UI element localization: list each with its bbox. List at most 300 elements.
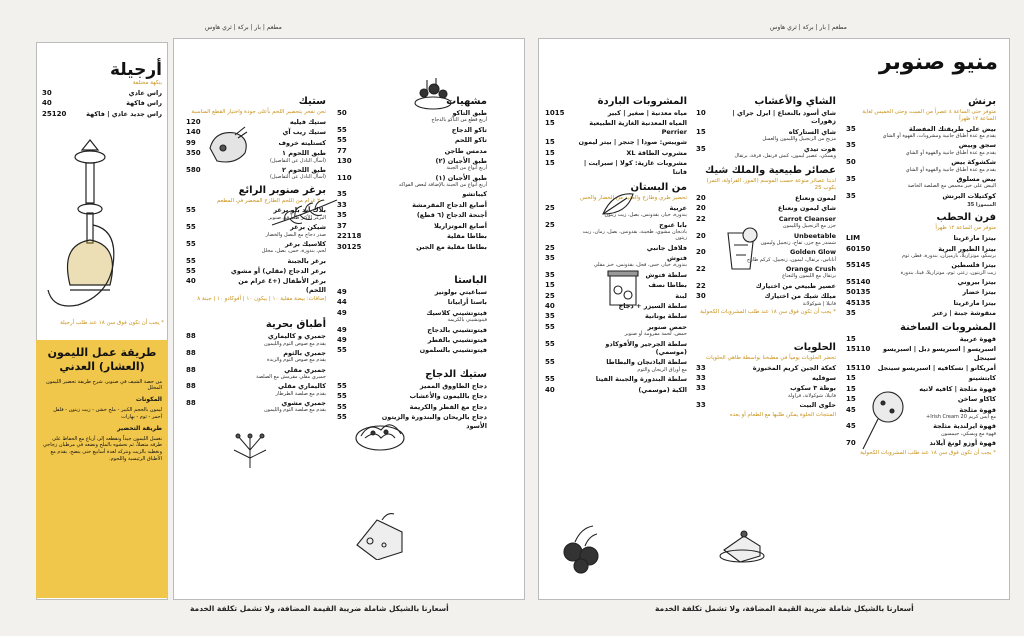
menu-item — [846, 125, 996, 140]
menu-item-price: 33 — [696, 373, 706, 382]
menu-item-price: 55 — [337, 413, 347, 422]
menu-item-price: 55 — [186, 223, 196, 232]
menu-item-name: مياه معدنية | صغير | كبير — [607, 109, 687, 117]
menu-item-price: 55 — [186, 206, 196, 215]
menu-item-price: 49 — [337, 325, 347, 334]
menu-item-price: 55 — [337, 392, 347, 401]
juices-note: لدينا عصائر منوعة حسب الموسم (الموز، الفراولة، التمر) بكوب 25 — [706, 178, 836, 192]
menu-item-name: أجنحة الدجاج (٦ قطع) — [416, 211, 487, 220]
menu-item — [337, 288, 487, 296]
menu-item-price: 15 — [846, 374, 856, 383]
menu-item — [846, 299, 996, 307]
menu-item — [696, 215, 836, 230]
menu-item — [337, 336, 487, 344]
menu-item-price: 25 — [545, 291, 555, 300]
oven-title: فرن الحطب — [936, 212, 996, 224]
menu-item — [42, 89, 162, 97]
menu-item-price: 35 — [696, 144, 706, 153]
menu-item-price: 33 — [696, 363, 706, 372]
menu-item — [186, 240, 326, 255]
menu-item-price: 25 — [545, 220, 555, 229]
hookah-footnote: * يجب أن تكون فوق سن ١٨ عند طلب أرجيلة — [60, 320, 164, 326]
hookah-section — [42, 60, 162, 120]
menu-item — [846, 345, 996, 362]
menu-item-name: جمبري مشوي — [281, 398, 326, 407]
menu-item-description: البيض على خبز محمص مع الصلصة الخاصة — [907, 183, 996, 190]
menu-item-price: 15 — [545, 159, 555, 168]
menu-item — [545, 312, 687, 320]
menu-item — [186, 382, 326, 397]
menu-item-description: باذنجان مشوي، طحينة، بقدونس، بصل، رمان، زيت زيتون — [582, 229, 687, 242]
menu-item-price: 110 — [337, 173, 352, 182]
menu-item — [696, 145, 836, 160]
menu-item-price: LIM — [846, 234, 861, 243]
lemon-panel-ingredients-title: المكونات — [135, 396, 162, 404]
menu-item-description: برتقال مع الليمون والنعناع — [782, 273, 836, 280]
menu-item-name: سلطة البندورة والجبنة الفيتا — [595, 375, 687, 384]
menu-item — [696, 384, 836, 399]
menu-item-name: بيتزا خضار — [962, 288, 996, 297]
menu-item — [545, 221, 687, 242]
brunch-title: برنش — [968, 96, 996, 107]
menu-item — [545, 244, 687, 252]
menu-item — [42, 110, 162, 118]
menu-item-name: سلطة الباذنجان والبطاطا — [606, 358, 687, 367]
hookah-note: بنكهة مختلفة — [132, 80, 162, 86]
cold-drinks-title: المشروبات الباردة — [597, 96, 687, 107]
menu-item-name: أصابع الموتزاريلا — [433, 221, 487, 230]
menu-item-name: بابا غنوج — [659, 220, 687, 229]
menu-item-price: 45 — [846, 405, 856, 414]
menu-item — [696, 204, 836, 212]
menu-item-name: عربية — [669, 203, 687, 212]
menu-item-description: يقدم مع عدة أطباق جانبية والقهوة أو الشاي — [905, 166, 996, 173]
menu-item-description: فانيلا، شوكولاتة، فراولة — [787, 392, 836, 399]
menu-item-name: بلاك آند بلو برغر — [273, 206, 326, 215]
menu-item-name: أصابع الدجاج المقرمشة — [412, 200, 487, 209]
menu-item-name: برغر بالجبنة — [287, 256, 326, 265]
menu-item — [186, 399, 326, 414]
menu-item-name: كابتشينو — [968, 374, 996, 383]
menu-item-description: (أسأل النادل عن التفاصيل) — [269, 157, 326, 164]
menu-item-price: 70 — [846, 439, 856, 448]
menu-item — [186, 349, 326, 364]
menu-item-name: برغر الدجاج (مقلي) أو مشوي — [230, 266, 326, 275]
menu-item-name: بيض على طريقتك المفضلة — [908, 124, 996, 133]
menu-item-description: لحم، بندورة، خس، بصل، مخلل — [261, 248, 326, 255]
menu-item — [696, 248, 836, 263]
menu-item — [337, 190, 487, 198]
menu-item-name: راس عادي — [128, 88, 162, 97]
menu-title: منيو صنوبر — [878, 50, 998, 75]
juices-title: عصائر طبيعية والملك شيك — [705, 165, 836, 177]
menu-item — [186, 257, 326, 265]
menu-item-name: بيتزا مارغريتا — [953, 298, 996, 307]
menu-item-description: أربع أنواع من الجبنة بالإضافة لبعض الفواكه — [398, 182, 487, 189]
menu-item-price: 15 — [545, 148, 555, 157]
menu-item — [846, 309, 996, 317]
menu-item-description: حمص، لحمة مفرومة أو صنوبر — [624, 331, 687, 338]
menu-item-price: 40 — [545, 302, 555, 310]
menu-item — [696, 128, 836, 143]
menu-item — [696, 374, 836, 382]
menu-item-price: 22 — [696, 264, 706, 273]
garden-note: تحضير طري وطازج والعديد من الخضار والخس — [580, 195, 687, 202]
menu-item — [846, 175, 996, 190]
menu-item-name: كاكاو ساخن — [957, 395, 996, 404]
menu-item-name: الكبة (موسمي) — [638, 385, 687, 394]
hot-drinks-title: المشروبات الساخنة — [899, 321, 996, 333]
menu-item-price: 22118 — [337, 232, 362, 241]
menu-item-name: ستيك ريب آي — [282, 128, 326, 137]
menu-item-description: أناناس، برتقال، ليمون، زنجبيل، كركم طازج — [747, 256, 836, 263]
menu-item-description: برسكو، موتزاريلا، بارميزان، بندورة، فطر، ثوم — [902, 252, 996, 259]
menu-item-price: 20 — [696, 231, 706, 240]
menu-item-price: 55 — [337, 402, 347, 411]
menu-item-name: فتوش — [667, 254, 687, 262]
menu-item-price: 35 — [846, 174, 856, 183]
tea-items — [696, 109, 836, 159]
menu-item-name: قهوة مثلجة — [959, 405, 996, 414]
lemon-recipe-panel — [36, 340, 168, 598]
lavender-sketch-icon — [225, 430, 275, 470]
menu-item-name: كستليته خروف — [278, 138, 326, 147]
menu-item-description: (أسأل النادل عن التفاصيل) — [269, 174, 326, 181]
lemon-panel-method-title: طريقة التحضير — [117, 424, 162, 432]
hot-drinks-note: * يجب أن تكون فوق سن ١٨ عند طلب المشروبات الكحولية — [860, 449, 996, 456]
menu-item-price: 55 — [337, 125, 347, 134]
menu-item-name: منقوشة جبنة | زعتر — [932, 309, 996, 318]
menu-item-price: 350 — [186, 149, 201, 158]
menu-item-name: مشروبات غازية: كولا | سبرايت | فانتا — [583, 159, 687, 176]
menu-item — [846, 335, 996, 343]
hookah-title: أرجيلة — [109, 60, 162, 80]
menu-item — [186, 277, 326, 294]
menu-item-price: 15 — [545, 119, 555, 128]
menu-item-name: طبق التاكو — [452, 109, 487, 117]
menu-item-name: شيكن برغر — [290, 223, 326, 232]
menu-item — [337, 157, 487, 172]
menu-item-description: شمندر مع جزر، تفاح، زنجبيل وليمون — [760, 240, 836, 246]
menu-item-name: ليمون ونعناع — [794, 194, 836, 202]
menu-item-price: 55 — [545, 358, 555, 367]
menu-item — [696, 109, 836, 126]
menu-item — [337, 136, 487, 144]
menu-item-price: 37 — [337, 221, 347, 230]
menu-item-name: قهوة مثلجة | كافيه لاتيه — [919, 384, 996, 393]
menu-item-price: 55 — [337, 346, 347, 355]
menu-item — [337, 298, 487, 306]
menu-item-name: بوظة ٣ سكوب — [790, 384, 836, 393]
menu-item-name: ميلك شيك من اختيارك — [764, 292, 836, 301]
menu-item-price: 55 — [337, 381, 347, 390]
menu-item-name: شاي ليمون ونعناع — [777, 204, 836, 213]
menu-item-price: 88 — [186, 398, 196, 407]
menu-item-name: تاكو اللحم — [454, 136, 487, 145]
starters-title: مشهيات — [446, 96, 487, 107]
tea-title: الشاي والأعشاب — [754, 96, 836, 107]
menu-item-price: 33 — [696, 401, 706, 410]
menu-item-price: 35 — [337, 190, 347, 199]
menu-item-price: 15 — [846, 395, 856, 404]
menu-item-price: 140 — [186, 128, 201, 137]
menu-item-price: 15 — [545, 281, 555, 290]
menu-item-name: بيتزا بيروني — [957, 277, 996, 286]
menu-item-price: 30 — [42, 88, 52, 97]
menu-item-name: حلوى البيت — [799, 401, 836, 410]
menu-item — [545, 358, 687, 373]
menu-item-description: زيت الزيتون، زعتر، ثوم، موتزاريلا، فيتا، بندورة — [900, 269, 996, 276]
menu-item-name: دجاج بالريحان والبندورة والزيتون الأسود — [381, 413, 487, 430]
menu-item-price: 33 — [337, 200, 347, 209]
menu-item-description: جمبري مقلي مقرمش مع الصلصة — [256, 373, 326, 380]
menu-item-name: سلطة السيزر + دجاج — [618, 302, 687, 310]
pasta-sketch-icon — [353, 408, 408, 456]
desserts-title: الحلويات — [793, 341, 836, 353]
menu-item-name: بيتزا الطيور البرية — [938, 244, 996, 253]
cake-sketch-icon — [718, 520, 766, 565]
brunch-extra: الميموزا 35 — [967, 201, 996, 208]
tomato-sketch-icon — [555, 520, 610, 575]
menu-item-name: فيتوتشيني كلاسيك — [426, 308, 487, 317]
menu-item — [337, 326, 487, 334]
menu-item — [545, 159, 687, 176]
menu-item — [337, 232, 487, 240]
menu-item-name: قهوة أوزو لونغ آيلاند — [929, 439, 996, 448]
menu-item-name: جمبري بالثوم — [283, 348, 326, 357]
menu-item — [846, 234, 996, 242]
menu-item-price: 45 — [846, 422, 856, 431]
menu-item-price: 35 — [846, 124, 856, 133]
menu-item-name: مشروب الطاقة XL — [626, 148, 687, 157]
menu-item-price: 15 — [545, 138, 555, 147]
menu-item-name: أمريكانو | نسكافيه | اسبريسو سينجل — [877, 363, 996, 372]
appetizer-sketch-icon — [412, 75, 454, 115]
menu-item-name: عصير طبيعي من اختيارك — [755, 281, 836, 290]
menu-item-name: ستيك فيليه — [289, 117, 326, 126]
menu-item — [545, 119, 687, 136]
desserts-note2: المنتجات الحلوة يمكن طلبها مع الطعام أو بعده — [729, 411, 836, 418]
menu-item-price: 50 — [846, 158, 856, 167]
menu-item-description: أربع أنواع من الجبنة — [446, 165, 487, 172]
menu-item — [696, 364, 836, 372]
menu-item-name: Golden Glow — [789, 248, 836, 257]
menu-item-name: دجاج الطاووق المميز — [419, 381, 487, 390]
menu-item-price: 35 — [846, 191, 856, 200]
menu-item — [545, 138, 687, 146]
menu-item-name: بيتزا مارغريتا — [953, 234, 996, 243]
menu-item-description: أربع قطع من التاكو بالدجاج — [431, 117, 487, 124]
menu-item-name: سلطة فتوش — [645, 270, 687, 279]
menu-item — [337, 392, 487, 400]
menu-item-price: 22 — [696, 281, 706, 290]
menu-item — [545, 109, 687, 117]
menu-item-description: مع أوراق الريحان والثوم — [637, 366, 687, 373]
starters-items — [337, 109, 487, 251]
menu-item-name: لبنة — [675, 291, 687, 300]
steak-note: نحن نفخر بتحضير اللحم بأعلى جودة واختيار القطع المناسبة — [191, 109, 326, 115]
menu-item-name: كوكتيلات البرنش — [942, 191, 996, 200]
menu-item-price: 25 — [545, 203, 555, 212]
menu-item-price: 88 — [186, 332, 196, 341]
footer-right: أسعارنا بالشيكل شاملة ضريبة القيمة المضافة، ولا تشمل تكلفة الخدمة — [655, 604, 914, 613]
menu-item-name: فلافل جانبي — [646, 243, 687, 252]
menu-item-name: دجاج بالليمون والأعشاب — [409, 392, 487, 401]
menu-item-name: هوت تيدي — [803, 144, 836, 153]
menu-item-name: كلاسيك برغر — [284, 239, 326, 248]
menu-item — [846, 158, 996, 173]
brunch-note: متوفر حتى الساعة ٤ عصراً من السبت وحتى الخميس لغاية الساعة ١٢ ظهراً — [862, 109, 996, 122]
menu-item-description: بندورة، خيار، خس، فجل، بقدونس، خبز مقلي — [593, 262, 687, 269]
menu-item-name: اسبريسو | اسبريسو دبل | اسبريسو سينجل — [883, 345, 996, 362]
menu-item-price: 60150 — [846, 244, 871, 253]
menu-item-price: 88 — [186, 382, 196, 391]
menu-item-price: 22 — [696, 214, 706, 223]
lemon-panel-title: طريقة عمل الليمون (العشار) العدني — [47, 346, 157, 374]
lemon-panel-ingredients: ليمون بالحجم الكبير - ملح خشن - زيت زيتون - فلفل أحمر - ثوم - بهارات — [53, 407, 162, 420]
menu-item-price: 30125 — [337, 242, 362, 251]
menu-item-price: 99 — [186, 138, 196, 147]
jar-sketch-icon — [598, 265, 648, 310]
menu-item — [545, 386, 687, 394]
menu-item-name: بطاطا مقلية — [447, 232, 487, 241]
menu-item-price: 40 — [186, 277, 196, 286]
menu-item-name: شاي أسود بالنعناع | ايرل جراي | زهورات — [732, 109, 836, 126]
menu-item-price: 15 — [846, 384, 856, 393]
hookah-sketch-icon — [40, 135, 135, 320]
leaf-sketch-icon — [600, 190, 635, 218]
menu-item — [337, 174, 487, 189]
menu-item — [696, 401, 836, 409]
menu-item-name: فيتوتشيني بالدجاج — [427, 325, 487, 334]
menu-item-price: 35 — [337, 211, 347, 220]
menu-item-price: 15110 — [846, 345, 871, 354]
menu-item-price: 55 — [186, 239, 196, 248]
menu-title-block — [848, 50, 998, 75]
cold-drinks-section — [545, 92, 687, 396]
menu-item-name: جمبري مقلي — [284, 365, 326, 374]
cheese-sketch-icon — [352, 505, 407, 560]
menu-item-price: 25 — [545, 243, 555, 252]
menu-item-name: سباغيتي بولونيز — [434, 288, 487, 296]
tea-section — [696, 92, 836, 420]
header-left: مطعم | بار | بركة | ثري هاوس — [205, 24, 282, 31]
juice-items — [696, 194, 836, 307]
menu-item-price: 30 — [696, 292, 706, 301]
menu-item — [846, 141, 996, 156]
menu-item-name: مدمس طاجن — [444, 146, 487, 155]
menu-item-name: سلطة يونانية — [644, 312, 687, 321]
herb-sketch-icon — [270, 195, 340, 230]
menu-item-description: جزر مع الزنجبيل والليمون — [782, 223, 836, 230]
menu-item-price: 10 — [696, 109, 706, 117]
menu-item-price: 15 — [696, 127, 706, 136]
menu-item-name: فيتوتشيني بالسلمون — [419, 346, 487, 355]
menu-item — [337, 243, 487, 251]
menu-item — [545, 323, 687, 338]
menu-item-name: سوفليه — [812, 373, 836, 382]
menu-item-description: فيتوتشيني بالكريمة — [447, 317, 487, 324]
menu-item — [337, 147, 487, 155]
dessert-items — [696, 364, 836, 410]
menu-item-description: صدر دجاج مع البصل والخضار — [265, 231, 326, 238]
menu-item-price: 35 — [846, 309, 856, 318]
oven-items — [846, 234, 996, 318]
menu-item-price: 55145 — [846, 261, 871, 270]
menu-item — [696, 292, 836, 307]
menu-item — [696, 232, 836, 247]
menu-item — [696, 265, 836, 280]
menu-item-price: 20 — [696, 194, 706, 202]
menu-item — [545, 375, 687, 383]
pasta-title: الباستا — [454, 275, 487, 286]
menu-item-name: راس جديد عادي | فاكهة — [86, 109, 162, 118]
menu-item-name: كيباتشو — [462, 190, 487, 199]
menu-item-description: فانيلا | شوكولاتة — [802, 300, 836, 307]
hookah-items — [42, 89, 162, 118]
menu-item-name: سلطة الجرجير والأفوكادو (موسمي) — [605, 339, 687, 356]
menu-item-price: 35 — [846, 141, 856, 150]
menu-item-name: باستا أرابياتا — [447, 298, 487, 307]
menu-item — [337, 309, 487, 324]
menu-item — [186, 366, 326, 381]
menu-item-price: 55 — [545, 339, 555, 348]
menu-item-price: 1015 — [545, 109, 565, 117]
menu-item-price: 55 — [186, 256, 196, 265]
menu-item-price: 77 — [337, 146, 347, 155]
menu-item-name: دجاج مع الفطر والكريمة — [409, 402, 487, 411]
menu-item-name: فيتوتشيني بالفطر — [427, 336, 487, 344]
menu-item-description: يقدم مع صلصة الطرطار — [275, 390, 326, 397]
burgers-note2: إضافات: بيضة مقلية ١٠ | بيكون ١٠ | أفوكادو ١٠ | جبنة ٨ — [197, 296, 326, 303]
pasta-items — [337, 288, 487, 355]
seafood-title: أطباق بحرية — [265, 319, 326, 331]
menu-item-name: طبق اللحوم ٢ — [282, 165, 326, 174]
menu-item — [696, 282, 836, 290]
pizza-peel-sketch-icon — [858, 385, 906, 455]
menu-item — [545, 340, 687, 357]
menu-item-name: بيض مسلوق — [956, 174, 996, 183]
menu-item — [337, 211, 487, 219]
menu-item — [337, 201, 487, 209]
footer-left: أسعارنا بالشيكل شاملة ضريبة القيمة المضافة، ولا تشمل تكلفة الخدمة — [190, 604, 449, 613]
menu-item-name: Carrot Cleanser — [778, 214, 836, 223]
menu-item-price: 35 — [545, 312, 555, 321]
menu-item-name: بطاطا نصف — [648, 281, 687, 290]
menu-item-price: 35 — [545, 254, 555, 262]
menu-item-name: كاليماري مقلي — [277, 382, 326, 391]
menu-item-description: قهوة مع ويسكي، جيمسون — [940, 430, 996, 437]
menu-item-price: 33 — [696, 384, 706, 393]
menu-item-price: 50 — [337, 109, 347, 117]
menu-item-name: سجق وبيض — [958, 141, 996, 150]
menu-item-name: حمص صنوبر — [647, 322, 687, 331]
starters-section — [337, 92, 487, 432]
menu-item-name: بطاطا مقلية مع الجبن — [416, 242, 487, 251]
menu-item — [42, 99, 162, 107]
lemon-panel-intro: من حصة الشيف في صنوبر، شرح طريقة تحضير الليمون المخلل — [46, 378, 162, 392]
header-right: مطعم | بار | بركة | ثري هاوس — [770, 24, 847, 31]
menu-item-description: بندورة، خيار، بقدونس، بصل، زيت زيتون — [604, 212, 687, 219]
menu-item-name: طبق الأجبان (١) — [435, 173, 487, 182]
menu-item — [846, 364, 996, 372]
menu-item-price: 40 — [42, 99, 52, 108]
menu-item-name: راس فاكهة — [126, 99, 162, 108]
menu-item — [846, 192, 996, 200]
garden-title: من البستان — [630, 182, 687, 194]
menu-item-price: 130 — [337, 157, 352, 165]
menu-item-price: 49 — [337, 288, 347, 296]
